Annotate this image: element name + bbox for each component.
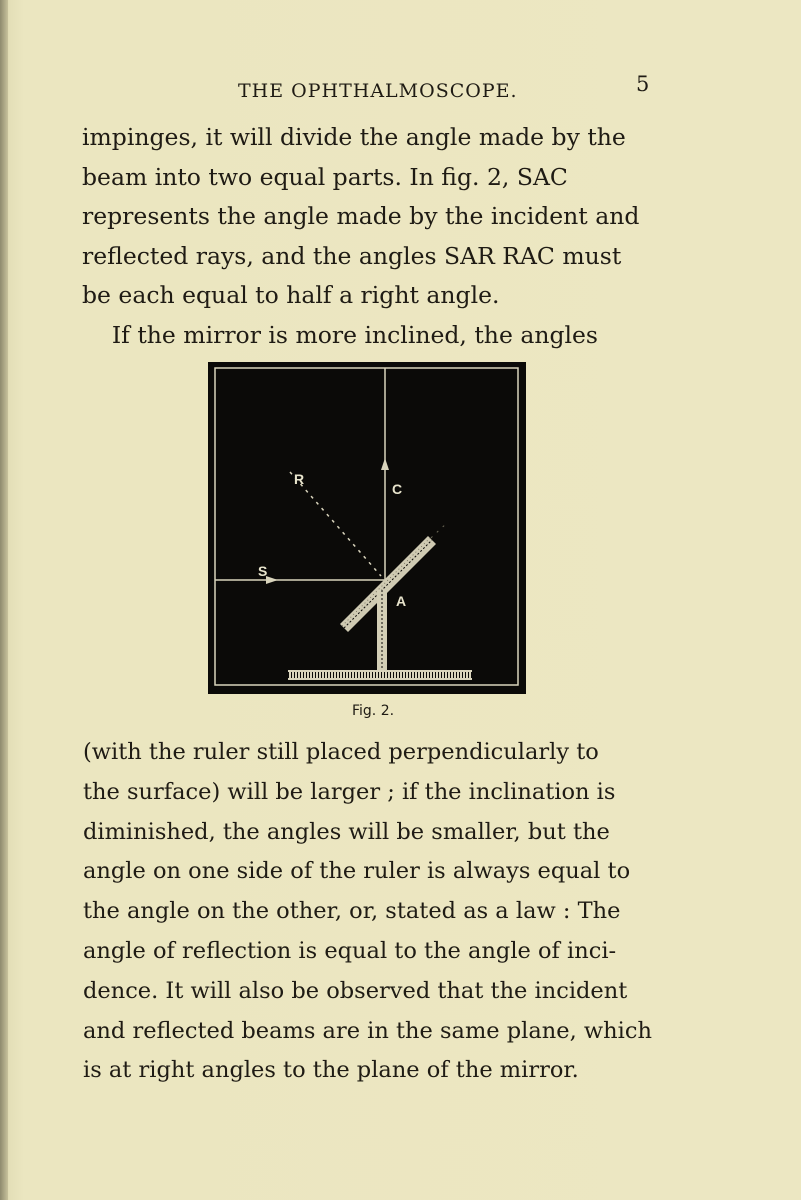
text-line: the angle on the other, or, stated as a law : The <box>83 898 621 925</box>
page-number: 5 <box>636 72 650 96</box>
figure-2-illustration <box>208 362 526 694</box>
text-line: beam into two equal parts. In fig. 2, SAC <box>82 162 568 191</box>
paragraph-top <box>82 118 662 355</box>
figure-caption: Fig. 2. <box>352 703 395 719</box>
paragraph-bottom <box>83 733 671 1091</box>
text-line: dence. It will also be observed that the incident <box>83 977 628 1004</box>
text-line: and reflected beams are in the same plane, which <box>83 1017 652 1044</box>
text-line: reflected rays, and the angles SAR RAC must <box>82 241 622 270</box>
page-binding-edge <box>0 0 8 1200</box>
text-line: angle of reflection is equal to the angle of inci- <box>83 937 617 964</box>
diagram-background <box>208 362 526 694</box>
text-line: impinges, it will divide the angle made by the <box>82 123 626 151</box>
mirror-reflection-diagram <box>208 362 526 694</box>
text-line: represents the angle made by the incident and <box>82 202 640 230</box>
text-line: be each equal to half a right angle. <box>82 281 500 309</box>
text-line: the surface) will be larger ; if the inclination is <box>83 778 616 805</box>
mirror-stand-icon <box>377 590 387 670</box>
label-s: S <box>258 563 268 579</box>
running-title: THE OPHTHALMOSCOPE. <box>238 80 518 102</box>
label-r: R <box>294 471 305 487</box>
label-c: C <box>392 481 403 497</box>
text-line: is at right angles to the plane of the mirror. <box>83 1057 579 1084</box>
base-scale-icon <box>288 670 472 680</box>
text-line: If the mirror is more inclined, the angles <box>82 320 598 349</box>
text-line: angle on one side of the ruler is always equal to <box>83 858 631 885</box>
label-a: A <box>396 593 407 609</box>
text-line: (with the ruler still placed perpendicularly to <box>83 739 599 765</box>
text-line: diminished, the angles will be smaller, but the <box>83 818 610 845</box>
